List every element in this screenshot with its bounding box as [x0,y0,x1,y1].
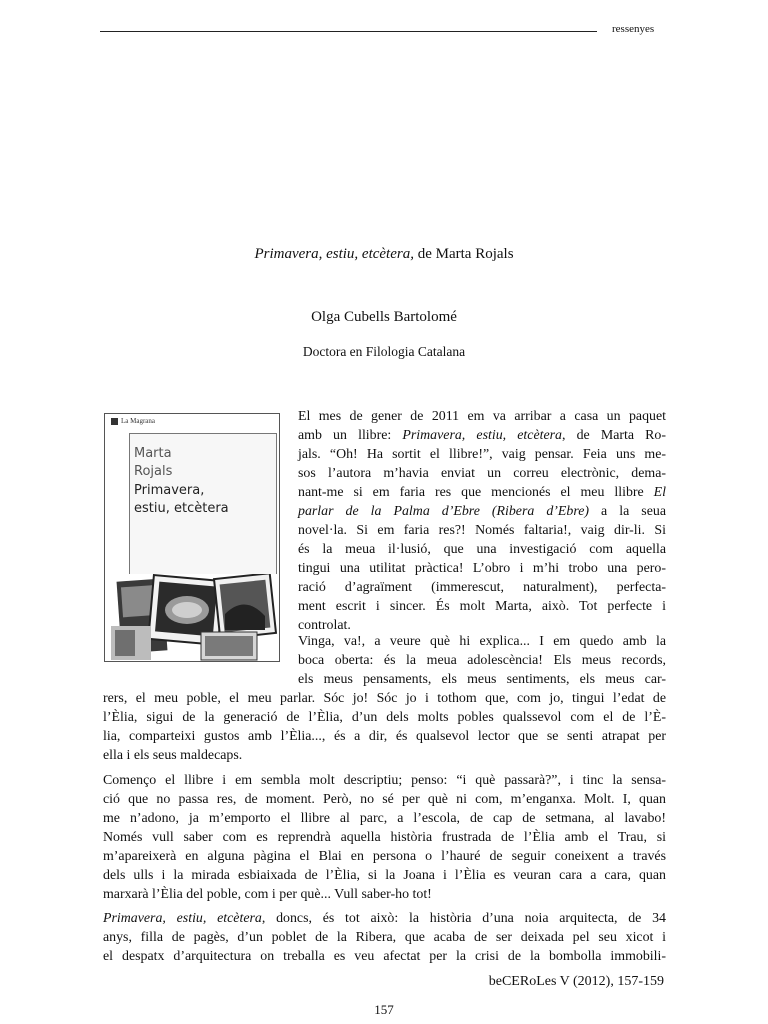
cover-title [134,482,229,518]
text-line: amb un llibre: Primavera, estiu, etcètera, de Marta Ro- [298,428,666,443]
text-line: jals. “Oh! Ha sortit el llibre!”, vaig pensar. Feia uns me- [298,447,666,462]
cover-title-line: estiu, etcètera [134,501,229,516]
text-line: me n’adono, ja m’emporto el llibre al parc, a l’escola, de cap de setmana, al lavabo! [103,811,666,826]
text-line: El mes de gener de 2011 em va arribar a casa un paquet [298,409,666,424]
review-title [0,246,768,263]
text-line: nant-me si em faria res que mencionés el meu llibre El [298,485,666,500]
paragraph-1 [298,407,666,635]
cover-author-line: Marta [134,446,172,461]
text-line: dels ulls i la mirada esbiaixada de l’Èlia, si la Joana i l’Èlia es veuran cara a cara, quan [103,868,666,883]
text-line: el despatx d’arquitectura on treballa es veu afectat per la crisi de la bombolla immobili- [103,949,666,964]
text-line: anys, filla de pagès, d’un poblet de la Ribera, que acaba de ser deixada pel seu xicot i [103,930,666,945]
cover-title-line: Primavera, [134,483,205,498]
text-line: m’apareixerà en alguna pàgina el Blai en persona o l’hauré de seguir coneixent a través [103,849,666,864]
inline-book-title: parlar de la Palma d’Ebre (Ribera d’Ebre) [298,504,590,519]
paragraph-2-narrow [298,632,666,689]
page-number: 157 [374,1002,394,1017]
cover-publisher-name: La Magrana [121,417,156,425]
text-line: Només vull saber com es reprendrà aquella història frustrada de l’Èlia amb el Trau, si [103,830,666,845]
title-italic: Primavera, estiu, etcètera, [254,246,414,262]
header-rule [100,31,597,32]
text-line: Vinga, va!, a veure què hi explica... I em quedo amb la [298,634,666,649]
author-affiliation: Doctora en Filologia Catalana [302,344,466,359]
paragraph-2-wide [103,689,666,765]
inline-book-title: El [653,485,666,500]
publisher-logo-icon [111,418,118,425]
text-line: sos l’autora m’havia enviat un correu electrònic, dema- [298,466,666,481]
text-line: l’Èlia, sigui de la generació de l’Èlia, d’un dels molts pobles qualssevol com el de l’È- [103,710,666,725]
text-line: marxarà l’Èlia del poble, com i per què... Vull saber-ho tot! [103,887,432,902]
text-line: els meus pensaments, els meus sentiments, els meus car- [298,672,666,687]
section-label: ressenyes [612,23,655,35]
text-line: Primavera, estiu, etcètera, doncs, és tot això: la història d’una noia arquitecta, de 34 [103,911,666,926]
text-line: parlar de la Palma d’Ebre (Ribera d’Ebre) a la seua [298,504,666,519]
cover-photo-collage [105,574,279,661]
journal-reference: beCERoLes V (2012), 157-159 [488,974,664,989]
paragraph-3 [103,771,666,904]
text-line: boca oberta: és la meua adolescència! Els meus records, [298,653,666,668]
text-line: ella i els seus maldecaps. [103,748,243,763]
text-line: ració d’agraïment (immerescut, naturalment), perfecta- [298,580,666,595]
inline-book-title: Primavera, estiu, etcètera [402,428,562,443]
text-line: tingui una utilitat pràctica! L’obro i m’hi trobo una pero- [298,561,666,576]
text-line: novel·la. Si em faria res?! Només faltaria!, vaig dir-li. Si [298,523,666,538]
inline-book-title: Primavera, estiu, etcètera [103,911,262,926]
book-cover [104,413,280,662]
cover-author-line: Rojals [134,464,173,479]
text-line: controlat. [298,618,351,633]
text-line: ció que no passa res, de moment. Però, no sé per què ni com, m’enganxa. Molt. I, quan [103,792,666,807]
cover-title-panel [129,433,277,578]
text-line: Començo el llibre i em sembla molt descriptiu; penso: “i què passarà?”, i tinc la sensa- [103,773,666,788]
paragraph-4 [103,909,666,966]
text-line: lia, comparteixi gustos amb l’Èlia..., és a dir, és qualsevol lector que se senti atrapat per [103,729,666,744]
cover-publisher [111,417,155,425]
title-rest: de Marta Rojals [413,246,514,262]
text-line: és la meua il·lusió, que una investigació com aquella [298,542,666,557]
text-line: ment escrit i sincer. És molt Marta, això. Tot perfecte i [298,599,666,614]
text-line: rers, el meu poble, el meu parlar. Sóc jo! Sóc jo i tothom que, com jo, tingui l’edat de [103,691,666,706]
review-author: Olga Cubells Bartolomé [311,309,457,325]
cover-author [134,445,172,481]
